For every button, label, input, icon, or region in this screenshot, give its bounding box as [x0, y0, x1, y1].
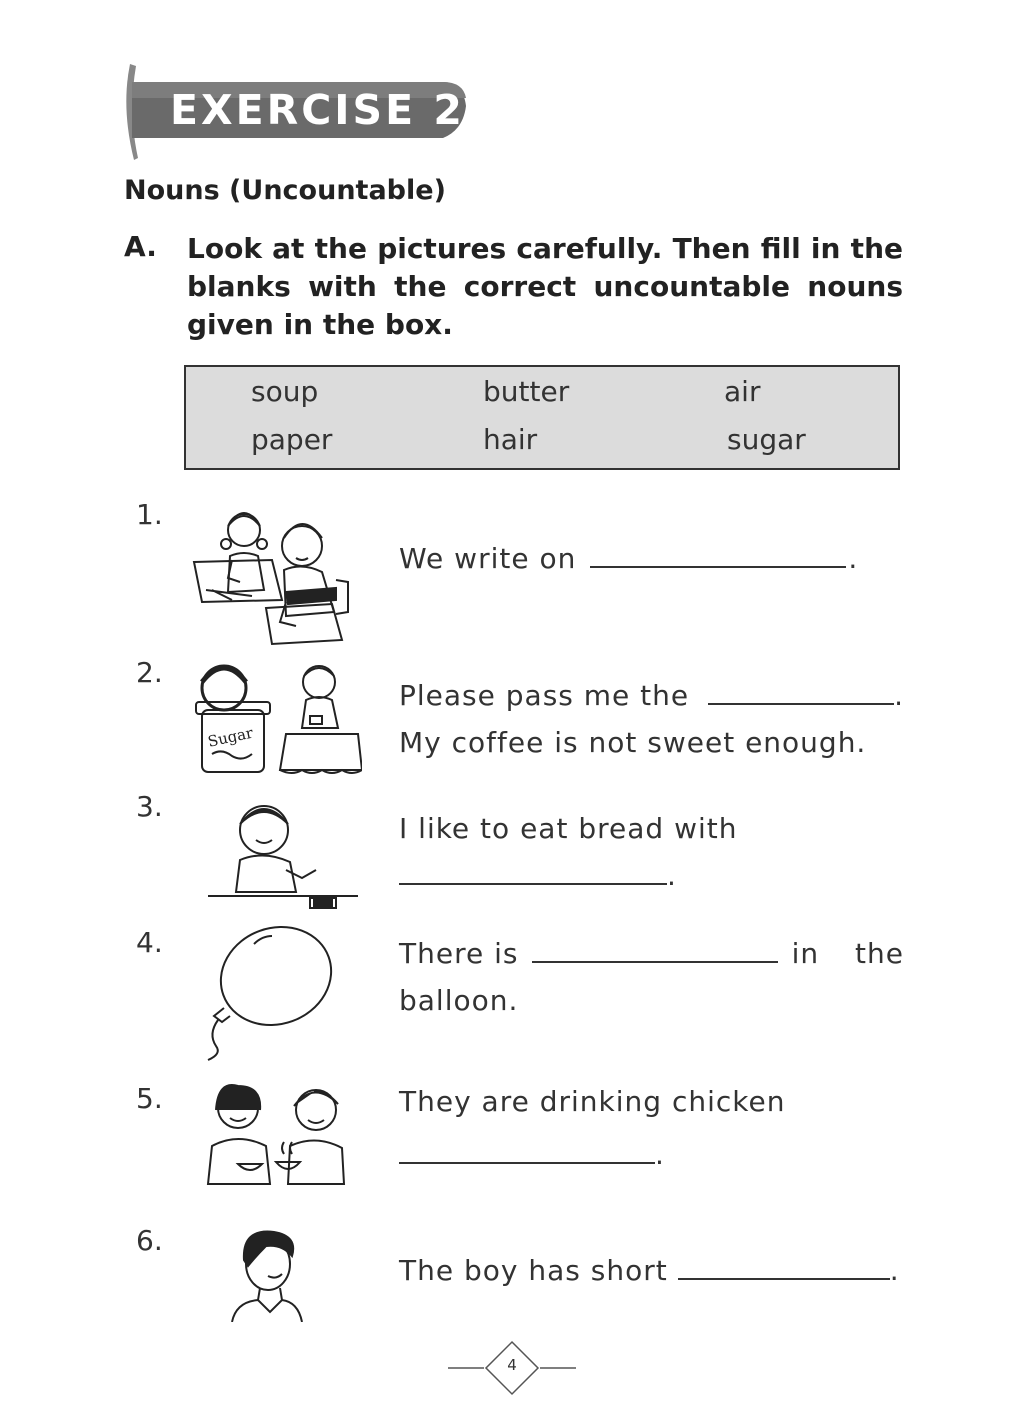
balloon-picture [200, 922, 334, 1062]
answer-blank[interactable] [399, 1161, 655, 1164]
sugar-jar-and-boy-with-coffee-picture [182, 658, 362, 778]
answer-blank[interactable] [590, 565, 846, 568]
sentence-end: . [667, 859, 677, 892]
question-number: 3. [136, 790, 163, 823]
question-sentence-end: balloon. [399, 984, 519, 1017]
boy-spreading-butter-picture [206, 800, 360, 912]
word-box [184, 365, 900, 470]
sentence-end: . [848, 542, 859, 575]
question-text [399, 1247, 904, 1294]
question-number: 1. [136, 498, 163, 531]
question-sentence-continued: My coffee is not sweet enough. [399, 726, 867, 759]
question-text [399, 805, 904, 899]
children-writing-picture [192, 500, 352, 646]
word-paper: paper [251, 423, 333, 456]
question-sentence: There is [399, 937, 519, 970]
question-number: 2. [136, 656, 163, 689]
answer-blank[interactable] [532, 960, 778, 963]
section-subtitle: Nouns (Uncountable) [124, 175, 446, 206]
svg-text:Sugar: Sugar [206, 723, 255, 751]
couple-drinking-soup-picture [204, 1080, 346, 1190]
sentence-end: . [894, 679, 904, 712]
word-soup: soup [251, 375, 319, 408]
exercise-title: EXERCISE 2 [170, 86, 465, 134]
boy-portrait-picture [228, 1226, 304, 1322]
answer-blank[interactable] [678, 1277, 890, 1280]
question-number: 4. [136, 926, 163, 959]
page-number: 4 [507, 1356, 517, 1374]
question-sentence: They are drinking chicken [399, 1085, 786, 1118]
question-sentence: I like to eat bread with [399, 812, 738, 845]
question-sentence-continued: in the [791, 937, 904, 970]
question-text [399, 930, 904, 1024]
question-sentence: We write on [399, 542, 577, 575]
word-air: air [724, 375, 761, 408]
question-sentence: The boy has short [399, 1254, 668, 1287]
answer-blank[interactable] [708, 702, 894, 705]
sentence-end: . [655, 1138, 665, 1171]
word-sugar: sugar [727, 423, 806, 456]
section-letter: A. [124, 230, 157, 263]
word-butter: butter [483, 375, 570, 408]
question-text [399, 672, 904, 766]
question-number: 6. [136, 1224, 163, 1257]
question-number: 5. [136, 1082, 163, 1115]
instruction-text: Look at the pictures carefully. Then fill in the blanks with the correct uncountable nouns given in the box. [187, 232, 903, 341]
word-hair: hair [483, 423, 538, 456]
question-sentence: Please pass me the [399, 679, 690, 712]
answer-blank[interactable] [399, 882, 667, 885]
sentence-end: . [889, 1254, 900, 1287]
question-text [399, 1078, 904, 1178]
question-text [399, 535, 904, 582]
